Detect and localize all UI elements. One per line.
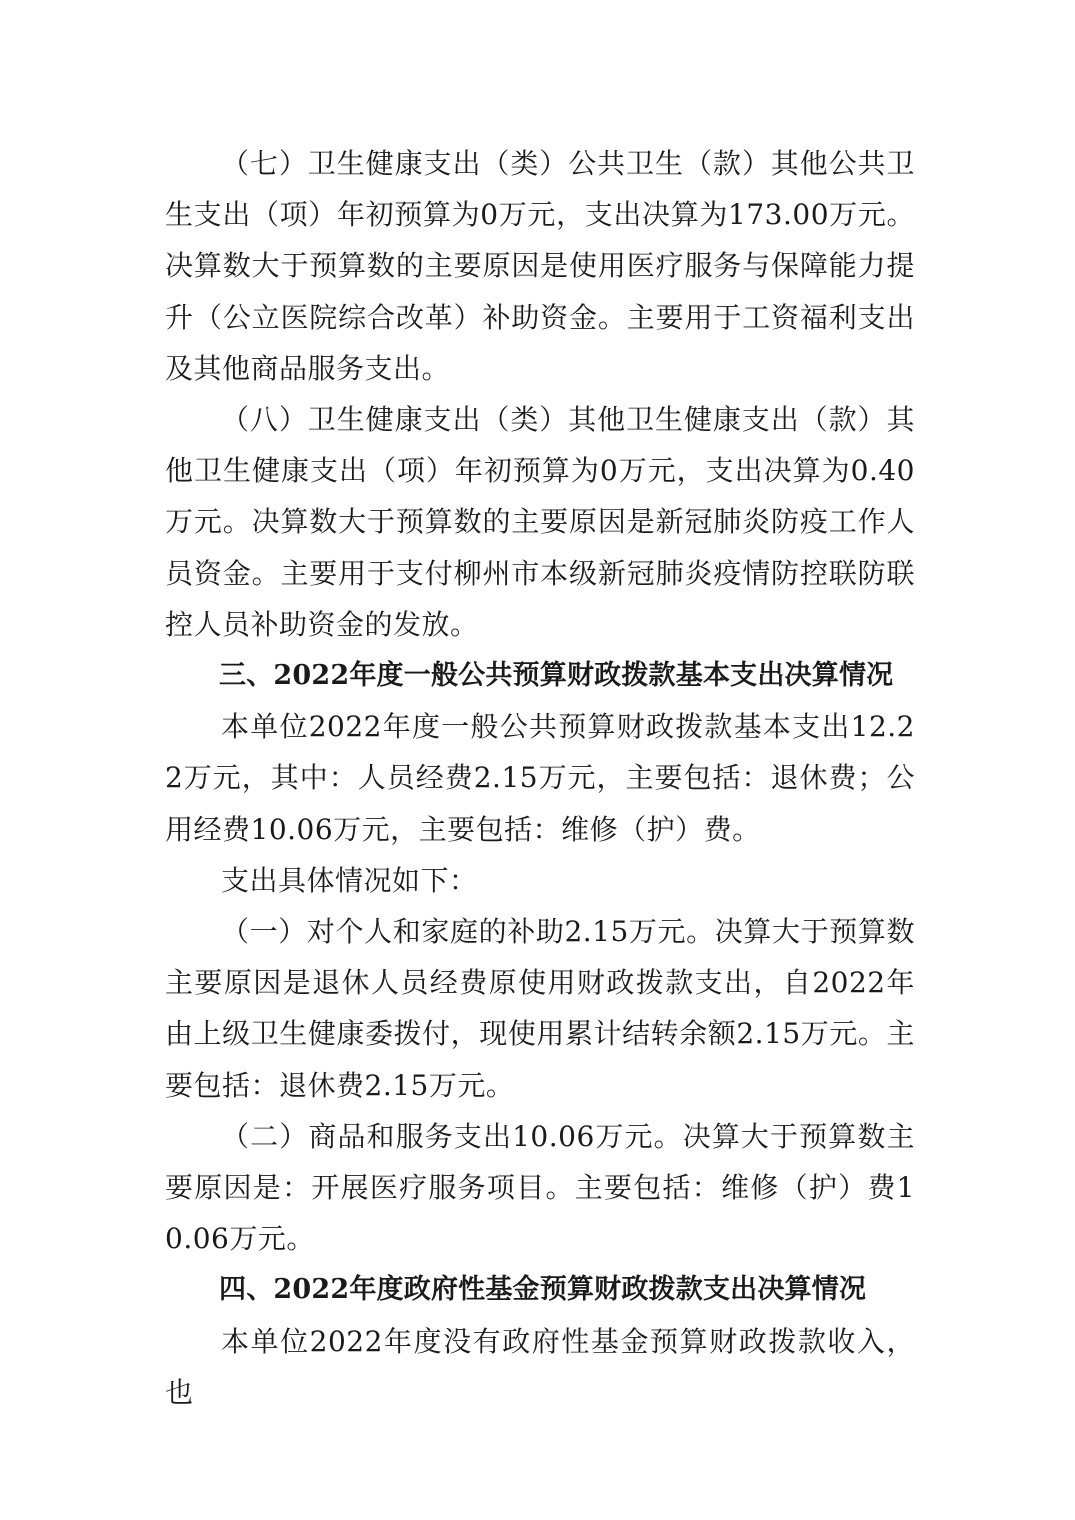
para-expenditure-details-intro: 支出具体情况如下：: [221, 863, 478, 897]
section-heading-4: 四、2022年度政府性基金预算财政拨款支出决算情况: [219, 1274, 867, 1306]
para-goods-services: （二）商品和服务支出10.06万元。决算大于预算数主要原因是：开展医疗服务项目。主要包括：维修（护）费10.06万元。: [165, 1119, 915, 1256]
para-government-fund: 本单位2022年度没有政府性基金预算财政拨款收入，也: [165, 1324, 915, 1409]
document-body: [165, 138, 915, 1418]
para-basic-expenditure-summary: 本单位2022年度一般公共预算财政拨款基本支出12.22万元，其中：人员经费2.15万元，主要包括：退休费；公用经费10.06万元，主要包括：维修（护）费。: [165, 710, 915, 846]
para-item-7: （七）卫生健康支出（类）公共卫生（款）其他公共卫生支出（项）年初预算为0万元，支出决算为173.00万元。决算数大于预算数的主要原因是使用医疗服务与保障能力提升（公立医院综合改革）补助资金。主要用于工资福利支出及其他商品服务支出。: [165, 147, 915, 385]
para-item-8: （八）卫生健康支出（类）其他卫生健康支出（款）其他卫生健康支出（项）年初预算为0万元，支出决算为0.40万元。决算数大于预算数的主要原因是新冠肺炎防疫工作人员资金。主要用于支付柳州市本级新冠肺炎疫情防控联防联控人员补助资金的发放。: [165, 403, 915, 641]
para-subsidy-individuals: （一）对个人和家庭的补助2.15万元。决算大于预算数主要原因是退休人员经费原使用财政拨款支出，自2022年由上级卫生健康委拨付，现使用累计结转余额2.15万元。主要包括：退休费2.15万元。: [165, 915, 915, 1102]
section-heading-3: 三、2022年度一般公共预算财政拨款基本支出决算情况: [219, 660, 894, 692]
